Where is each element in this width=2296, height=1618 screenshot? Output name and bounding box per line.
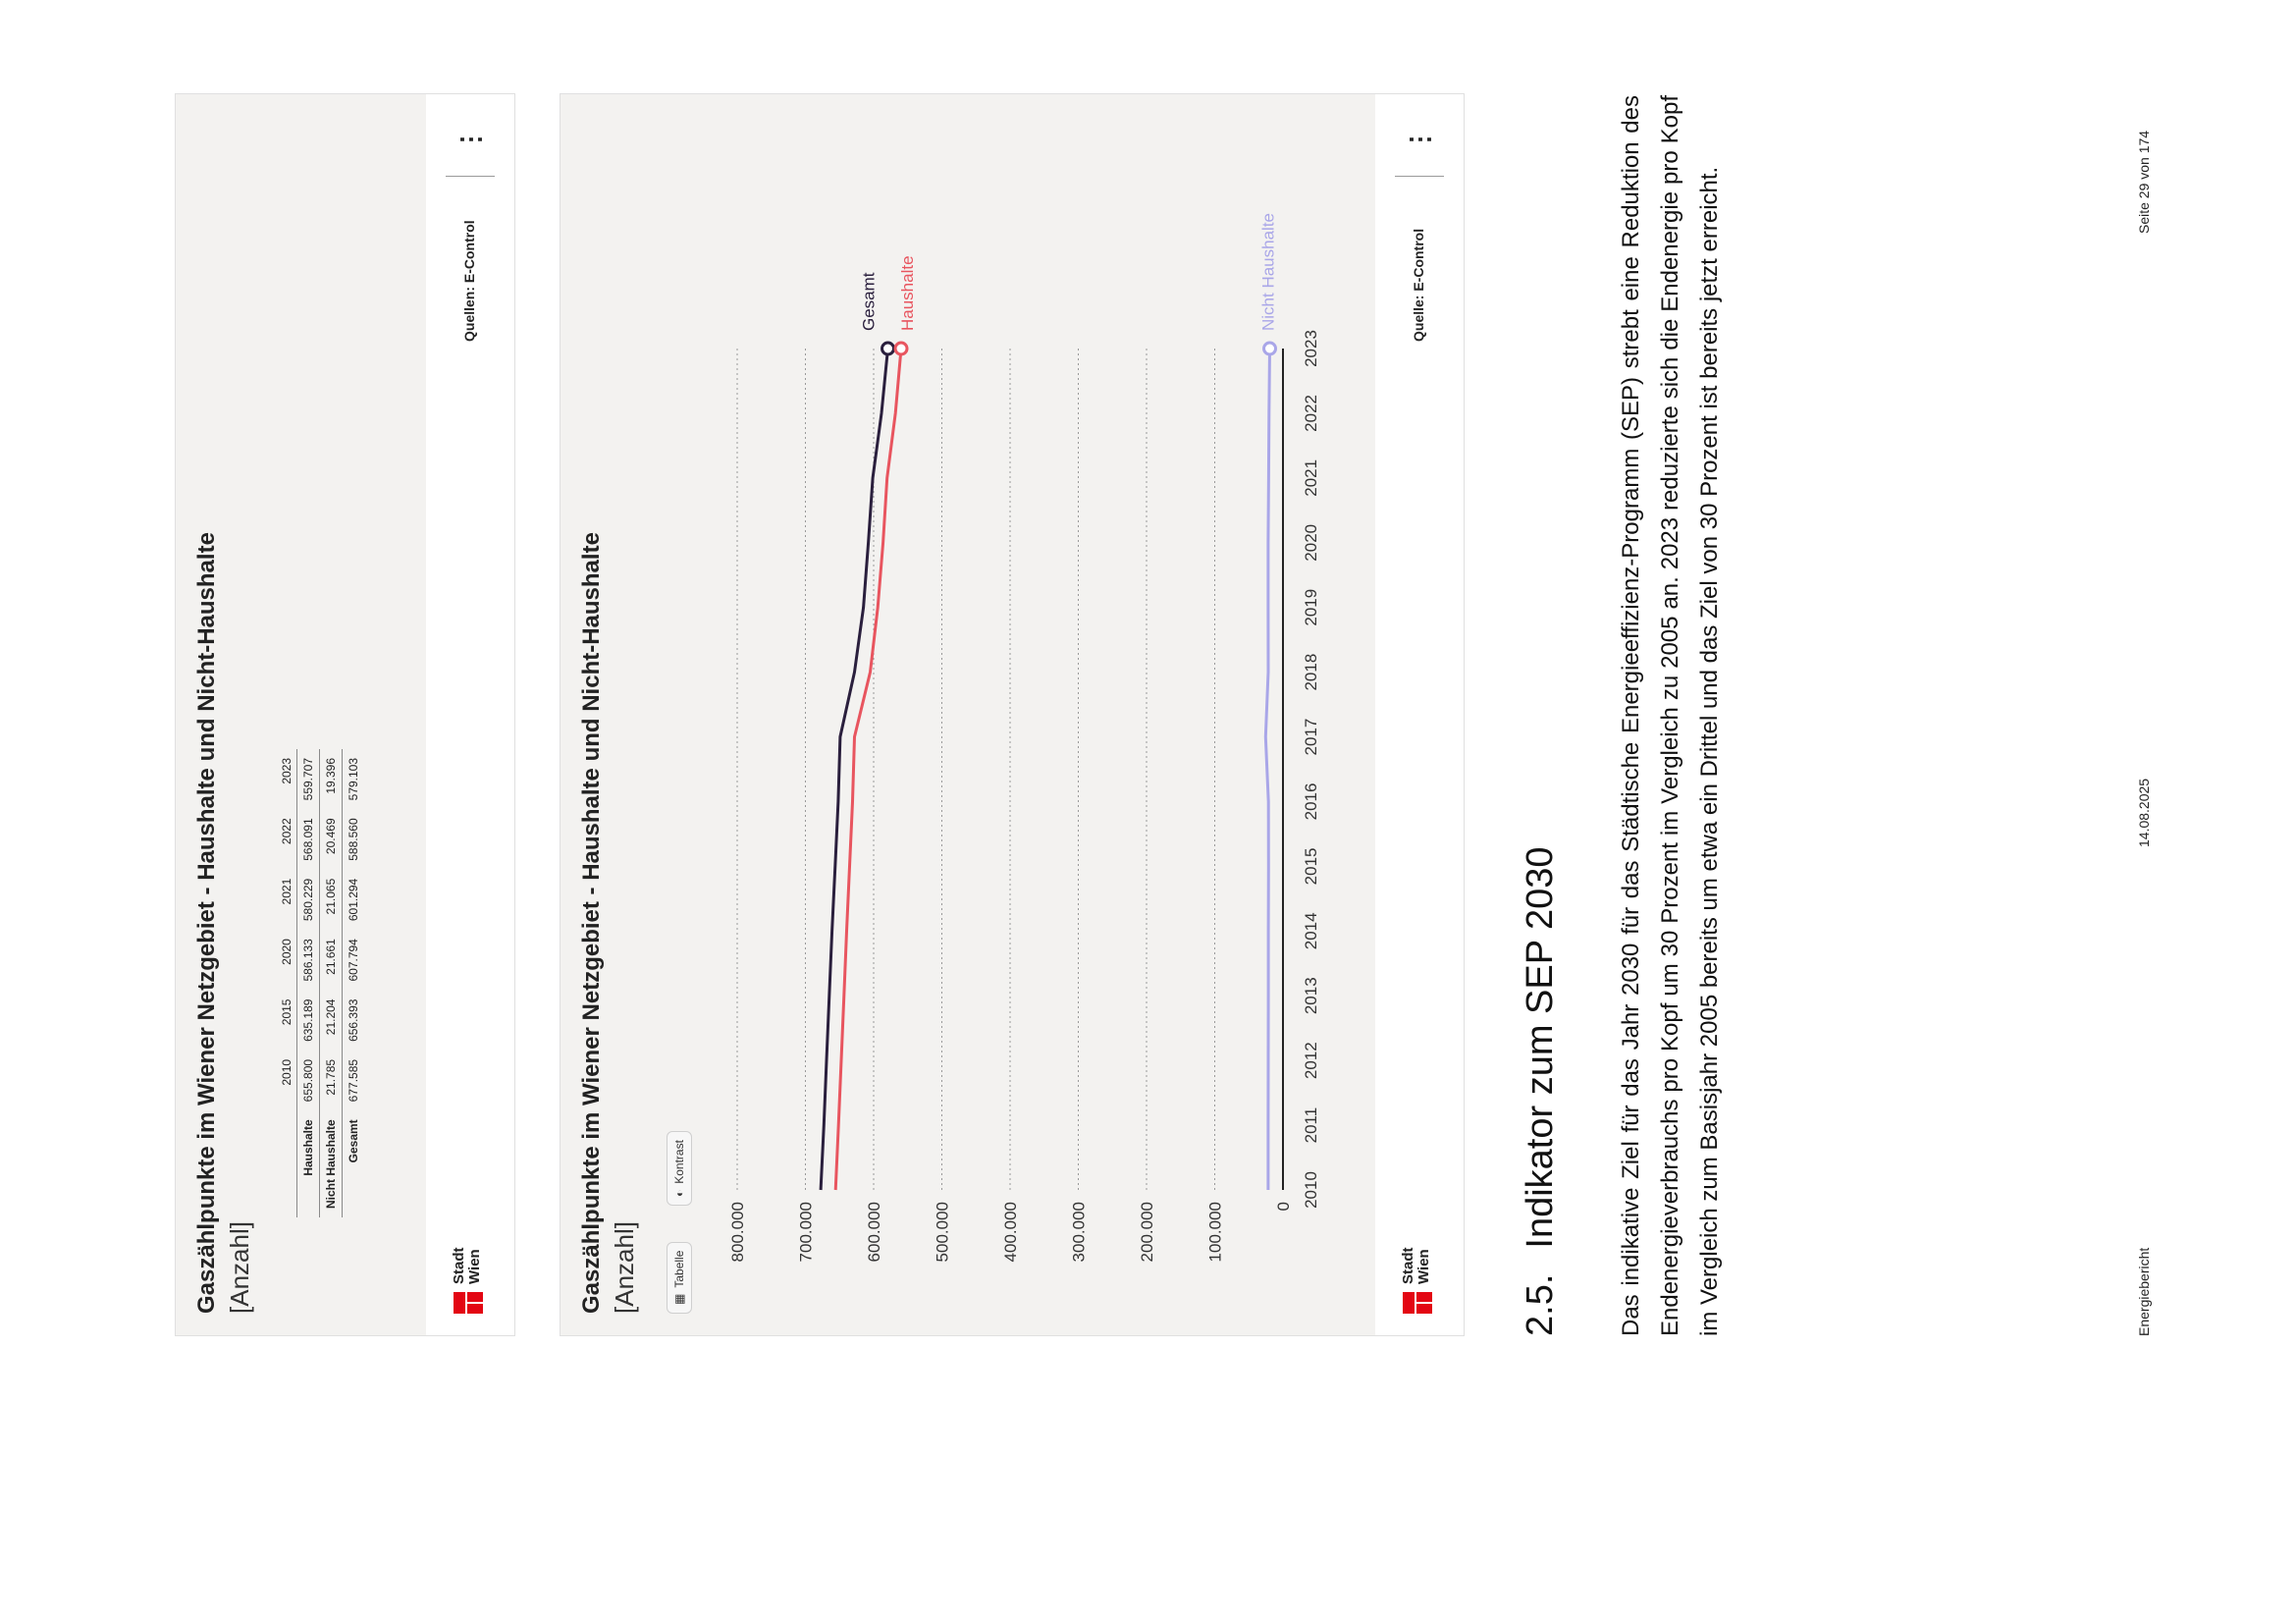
card-subtitle: [Anzahl]: [610, 1221, 639, 1314]
more-menu-button[interactable]: ⋮: [455, 124, 485, 152]
table-header-cell: 2022: [280, 818, 294, 845]
table-row-label: Nicht Haushalte: [320, 1110, 343, 1217]
table-cell: 21.204: [320, 991, 343, 1051]
more-menu-button[interactable]: ⋮: [1405, 124, 1434, 152]
series-line: [835, 349, 901, 1190]
table-icon: ▦: [672, 1293, 686, 1305]
table-cell: 601.294: [343, 870, 365, 930]
series-end-marker: [895, 343, 907, 354]
table-cell: 21.661: [320, 930, 343, 990]
y-tick-label: 300.000: [1069, 1202, 1089, 1263]
table-header-row: [277, 749, 297, 1217]
footer-report-name: Energiebericht: [2136, 1247, 2152, 1336]
line-chart: [708, 94, 1365, 1335]
x-tick-label: 2023: [1302, 330, 1320, 367]
table-cell: 559.707: [297, 749, 320, 809]
card-footer: [426, 94, 514, 1335]
table-row: [343, 749, 365, 1217]
table-cell: 19.396: [320, 749, 343, 809]
y-tick-label: 500.000: [933, 1202, 952, 1263]
series-label: Haushalte: [898, 255, 918, 331]
contrast-icon: ◐: [672, 1189, 686, 1197]
y-tick-label: 200.000: [1138, 1202, 1156, 1263]
x-tick-label: 2018: [1302, 653, 1320, 691]
y-tick-label: 600.000: [865, 1202, 883, 1263]
data-table: [277, 749, 364, 1217]
stadt-wien-logo-icon: [1403, 1292, 1432, 1314]
series-label: Gesamt: [859, 272, 879, 331]
table-cell: 607.794: [343, 930, 365, 990]
table-row-label: Haushalte: [297, 1110, 320, 1217]
table-cell: 677.585: [343, 1051, 365, 1110]
x-tick-label: 2014: [1302, 912, 1320, 950]
divider: [446, 176, 495, 177]
y-tick-label: 400.000: [1001, 1202, 1020, 1263]
y-tick-label: 100.000: [1205, 1202, 1225, 1263]
logo-text: Stadt Wien: [451, 1247, 483, 1284]
series-end-marker: [882, 343, 894, 354]
table-cell: 20.469: [320, 809, 343, 869]
table-header-cell: 2010: [280, 1058, 294, 1086]
series-label: Nicht Haushalte: [1258, 212, 1278, 331]
series-end-marker: [1264, 343, 1276, 354]
table-cell: 586.133: [297, 930, 320, 990]
y-tick-label: 800.000: [728, 1202, 747, 1263]
table-cell: 655.800: [297, 1051, 320, 1110]
table-cell: 21.785: [320, 1051, 343, 1110]
x-tick-label: 2015: [1302, 847, 1320, 886]
x-tick-label: 2019: [1302, 588, 1320, 626]
section-heading: [1520, 847, 1562, 1336]
x-tick-label: 2016: [1302, 782, 1320, 821]
footer-page-number: Seite 29 von 174: [2136, 130, 2152, 234]
table-row-label: Gesamt: [343, 1110, 365, 1217]
chart-card: [560, 93, 1465, 1336]
table-cell: 635.189: [297, 991, 320, 1051]
table-cell: 588.560: [343, 809, 365, 869]
source-label: Quelle: E-Control: [1411, 228, 1426, 342]
series-line: [1265, 349, 1269, 1190]
logo-text: Stadt Wien: [1400, 1247, 1432, 1284]
table-header-cell: 2021: [280, 878, 294, 905]
divider: [1395, 176, 1444, 177]
x-tick-label: 2010: [1302, 1171, 1320, 1209]
x-tick-label: 2022: [1302, 395, 1320, 432]
table-cell: 568.091: [297, 809, 320, 869]
table-row: [297, 749, 320, 1217]
stadt-wien-logo-icon: [454, 1292, 483, 1314]
table-cell: 656.393: [343, 991, 365, 1051]
y-tick-label: 700.000: [796, 1202, 816, 1263]
card-title: Gaszählpunkte im Wiener Netzgebiet - Haushalte und Nicht-Haushalte: [193, 532, 220, 1314]
table-cell: 21.065: [320, 870, 343, 930]
tabelle-toggle[interactable]: ▦Tabelle: [667, 1242, 692, 1314]
x-tick-label: 2020: [1302, 523, 1320, 562]
x-tick-label: 2017: [1302, 718, 1320, 756]
table-header-cell: [277, 1110, 297, 1217]
x-tick-label: 2012: [1302, 1042, 1320, 1080]
table-cell: 579.103: [343, 749, 365, 809]
y-tick-label: 0: [1274, 1202, 1293, 1212]
card-title: Gaszählpunkte im Wiener Netzgebiet - Haushalte und Nicht-Haushalte: [578, 532, 605, 1314]
section-paragraph: Das indikative Ziel für das Jahr 2030 für das Städtische Energieeffizienz-Programm (SEP) strebt eine Reduktion des Endenergieverbrauchs pro Kopf um 30 Prozent im Vergleich zu 2005 an. 2023 reduzierte sich die Endenergie pro Kopf im Vergleich zum Basisjahr 2005 bereits um etwa ein Drittel und das Ziel von 30 Prozent ist bereits jetzt erreicht.: [1618, 95, 1723, 1336]
x-tick-label: 2013: [1302, 977, 1320, 1015]
table-header-cell: 2020: [280, 939, 294, 965]
table-header-cell: 2023: [280, 757, 294, 784]
x-tick-label: 2011: [1302, 1106, 1320, 1144]
table-card: [175, 93, 515, 1336]
table-row: [320, 749, 343, 1217]
section-title: Indikator zum SEP 2030: [1520, 846, 1561, 1249]
card-footer: [1375, 94, 1464, 1335]
kontrast-toggle[interactable]: ◐Kontrast: [667, 1131, 692, 1206]
table-header-cell: 2015: [280, 998, 294, 1026]
source-label: Quellen: E-Control: [461, 220, 477, 342]
x-tick-label: 2021: [1302, 458, 1320, 497]
section-number: 2.5.: [1520, 1273, 1561, 1336]
card-subtitle: [Anzahl]: [225, 1221, 254, 1314]
table-cell: 580.229: [297, 870, 320, 930]
footer-date: 14.08.2025: [2136, 778, 2152, 847]
